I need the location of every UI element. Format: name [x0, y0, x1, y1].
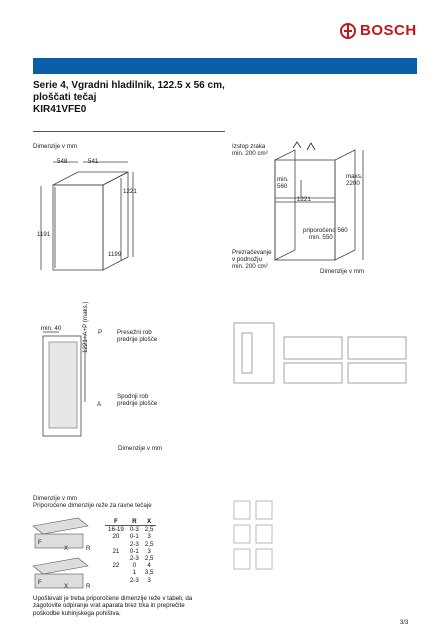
table-cell: 22	[112, 562, 120, 570]
label-r-1: R	[86, 545, 91, 552]
gap-note: Upoštevati je treba priporočene dimenzije reže v tabeli, da zagotovite odpiranje vrat aparata brez trka in preprečite poškodbe kuhinjskega pohištva.	[33, 595, 193, 617]
col-f: F	[105, 518, 127, 526]
table-cell: 2-3	[129, 540, 139, 548]
table-cell	[105, 541, 127, 548]
table-row	[105, 555, 156, 562]
dim-541: 541	[88, 158, 99, 165]
table-cell: 1	[132, 569, 137, 577]
divider	[33, 131, 225, 132]
title-line-2: ploščati tečaj	[33, 92, 97, 103]
dim-548: 548	[57, 158, 68, 165]
fig5-caption: Dimenzije v mm Priporočene dimenzije reže za ravne tečaje	[33, 495, 152, 509]
fig2-caption: Dimenzije v mm	[320, 268, 365, 275]
table-row	[105, 548, 156, 555]
bosch-armature-icon	[340, 23, 356, 39]
niche-max-label: maks. 2200	[346, 173, 363, 187]
bottom-edge-label: Spodnji rob prednje plošče	[117, 393, 158, 407]
label-f-1: F	[38, 539, 42, 546]
fig1-caption: Dimenzije v mm	[33, 143, 78, 150]
hinge-diagram	[33, 512, 93, 592]
table-cell: 0	[132, 562, 137, 570]
table-cell: 0-3	[129, 526, 139, 534]
bottom-vent-label: Prezračevanje v podnožju min. 200 cm²	[232, 249, 272, 270]
dim-1221-niche: 1221	[297, 196, 311, 203]
a-marker: A	[97, 401, 102, 408]
table-cell: 21	[112, 547, 120, 555]
gap-table	[105, 518, 156, 584]
niche-recommended: priporočeno 560 min. 550	[303, 227, 348, 241]
label-r-2: R	[86, 583, 91, 590]
table-cell: 16-19	[108, 526, 124, 534]
dim-1191: 1191	[37, 231, 51, 238]
table-cell: 20	[112, 533, 120, 541]
header-bar	[33, 58, 417, 74]
title-model: KIR41VFE0	[33, 104, 87, 115]
table-row	[105, 577, 156, 584]
table-cell: 3	[147, 533, 151, 541]
table-row	[105, 569, 156, 576]
title-line-1: Serie 4, Vgradni hladilnik, 122.5 x 56 cm,	[33, 80, 225, 91]
label-x-2: X	[64, 583, 69, 590]
table-cell: 3	[147, 576, 151, 584]
dim-1199: 1199	[108, 251, 122, 258]
label-x-1: X	[64, 545, 69, 552]
table-cell: 3,5	[144, 569, 154, 577]
dim-1221: 1221	[123, 188, 137, 195]
fig1-drawing	[33, 150, 213, 280]
table-cell: 2,5	[144, 540, 154, 548]
table-row	[105, 526, 156, 534]
top-edge-label: Presežni rob prednje plošče	[117, 329, 158, 343]
bosch-logo	[340, 22, 417, 39]
col-r: R	[127, 518, 142, 526]
fig2-drawing	[265, 140, 375, 270]
fig3-caption: Dimenzije v mm	[118, 445, 163, 452]
table-cell: 0-1	[129, 533, 139, 541]
table-cell	[105, 577, 127, 584]
page-number: 3/3	[400, 620, 409, 626]
brand-name: BOSCH	[360, 22, 417, 39]
table-cell: 4	[147, 562, 151, 570]
top-vent-label: Izstop zraka min. 200 cm²	[232, 143, 268, 157]
fig6-drawing	[232, 495, 412, 575]
table-row	[105, 562, 156, 569]
table-row	[105, 533, 156, 540]
table-row	[105, 541, 156, 548]
label-f-2: F	[38, 579, 42, 586]
product-title	[33, 80, 225, 116]
table-cell	[105, 569, 127, 576]
table-cell: 2,5	[144, 555, 154, 563]
table-cell	[105, 555, 127, 562]
vertical-dim: 1221+A+P (maks.)	[82, 301, 89, 353]
table-cell: 2-3	[129, 555, 139, 563]
p-marker: P	[98, 329, 103, 336]
col-x: X	[142, 518, 157, 526]
table-cell: 2,5	[144, 526, 154, 534]
table-cell: 3	[147, 547, 151, 555]
niche-min-label: min. 560	[277, 176, 289, 190]
table-cell: 2-3	[129, 576, 139, 584]
fig4-drawing	[232, 315, 412, 385]
table-cell: 0-1	[129, 547, 139, 555]
min-40-label: min. 40	[41, 325, 62, 332]
